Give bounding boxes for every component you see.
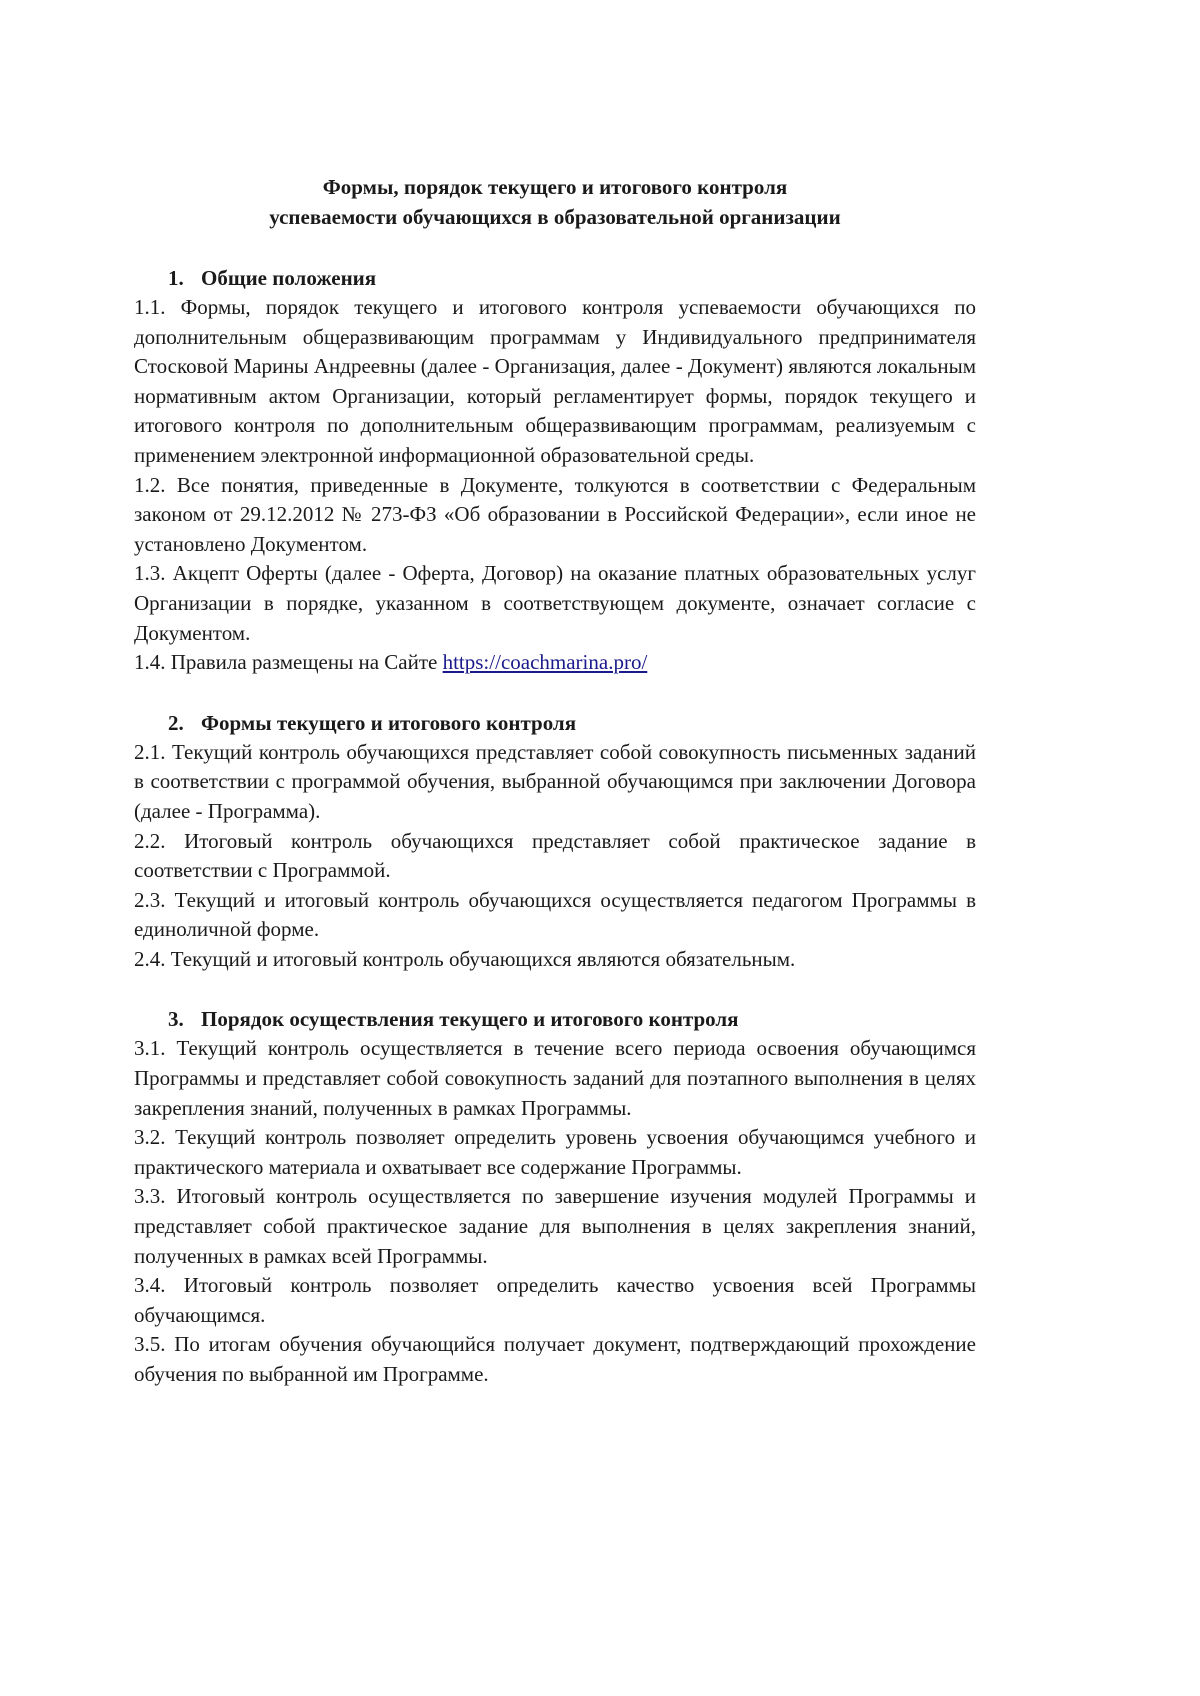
paragraph-3-3: 3.3. Итоговый контроль осуществляется по завершение изучения модулей Программы и представляет собой практическое задание для выполнения в целях закрепления знаний, полученных в рамках всей Программы. — [134, 1184, 976, 1268]
paragraph-1-3: 1.3. Акцепт Оферты (далее - Оферта, Договор) на оказание платных образовательных услуг Организации в порядке, указанном в соответствующем документе, означает согласие с Документом. — [134, 561, 976, 645]
paragraph-1-4 — [134, 648, 976, 678]
paragraph-2-2: 2.2. Итоговый контроль обучающихся представляет собой практическое задание в соответствии с Программой. — [134, 828, 976, 883]
section-heading — [134, 708, 976, 738]
paragraph-1-2: 1.2. Все понятия, приведенные в Документе, толкуются в соответствии с Федеральным законом от 29.12.2012 № 273-ФЗ «Об образовании в Российской Федерации», если иное не установлено Документом. — [134, 472, 976, 556]
title-line-2: успеваемости обучающихся в образовательной организации — [269, 205, 841, 229]
paragraph-2-3: 2.3. Текущий и итоговый контроль обучающихся осуществляется педагогом Программы в единоличной форме. — [134, 887, 976, 942]
section-general-provisions — [134, 263, 976, 678]
section-title: Общие положения — [201, 266, 377, 290]
section-number: 3. — [168, 1007, 184, 1032]
section-control-procedure — [134, 1004, 976, 1389]
section-title: Формы текущего и итогового контроля — [201, 710, 577, 735]
paragraph-3-5: 3.5. По итогам обучения обучающийся получает документ, подтверждающий прохождение обучения по выбранной им Программе. — [134, 1332, 976, 1386]
site-link[interactable]: https://coachmarina.pro/ — [442, 650, 648, 675]
paragraph-3-2: 3.2. Текущий контроль позволяет определить уровень усвоения обучающимся учебного и практического материала и охватывает все содержание Программы. — [134, 1125, 976, 1179]
section-title: Порядок осуществления текущего и итогового контроля — [201, 1007, 739, 1032]
paragraph-1-1: 1.1. Формы, порядок текущего и итогового контроля успеваемости обучающихся по дополнительным общеразвивающим программам у Индивидуального предпринимателя Стосковой Марины Андреевны (далее - Организация, далее - Документ) являются локальным нормативным актом Организации, который регламентирует формы, порядок текущего и итогового контроля по дополнительным общеразвивающим программам, реализуемым с применением электронной информационной образовательной среды. — [134, 295, 976, 467]
section-heading — [134, 263, 976, 293]
paragraph-2-4: 2.4. Текущий и итоговый контроль обучающихся являются обязательным. — [134, 946, 796, 971]
section-number: 1. — [168, 266, 184, 290]
title-line-1: Формы, порядок текущего и итогового контроля — [322, 175, 788, 199]
paragraph-1-4-text: 1.4. Правила размещены на Сайте — [134, 650, 443, 675]
document-title — [134, 172, 976, 232]
paragraph-2-1: 2.1. Текущий контроль обучающихся представляет собой совокупность письменных заданий в соответствии с программой обучения, выбранной обучающимся при заключении Договора (далее - Программа). — [134, 739, 976, 823]
section-control-forms — [134, 708, 976, 975]
section-number: 2. — [168, 710, 184, 735]
paragraph-3-1: 3.1. Текущий контроль осуществляется в течение всего периода освоения обучающимся Программы и представляет собой совокупность заданий для поэтапного выполнения в целях закрепления знаний, полученных в рамках Программы. — [134, 1036, 976, 1120]
paragraph-3-4: 3.4. Итоговый контроль позволяет определить качество усвоения всей Программы обучающимся. — [134, 1273, 976, 1327]
section-heading — [134, 1004, 976, 1034]
document-page — [134, 172, 976, 1390]
